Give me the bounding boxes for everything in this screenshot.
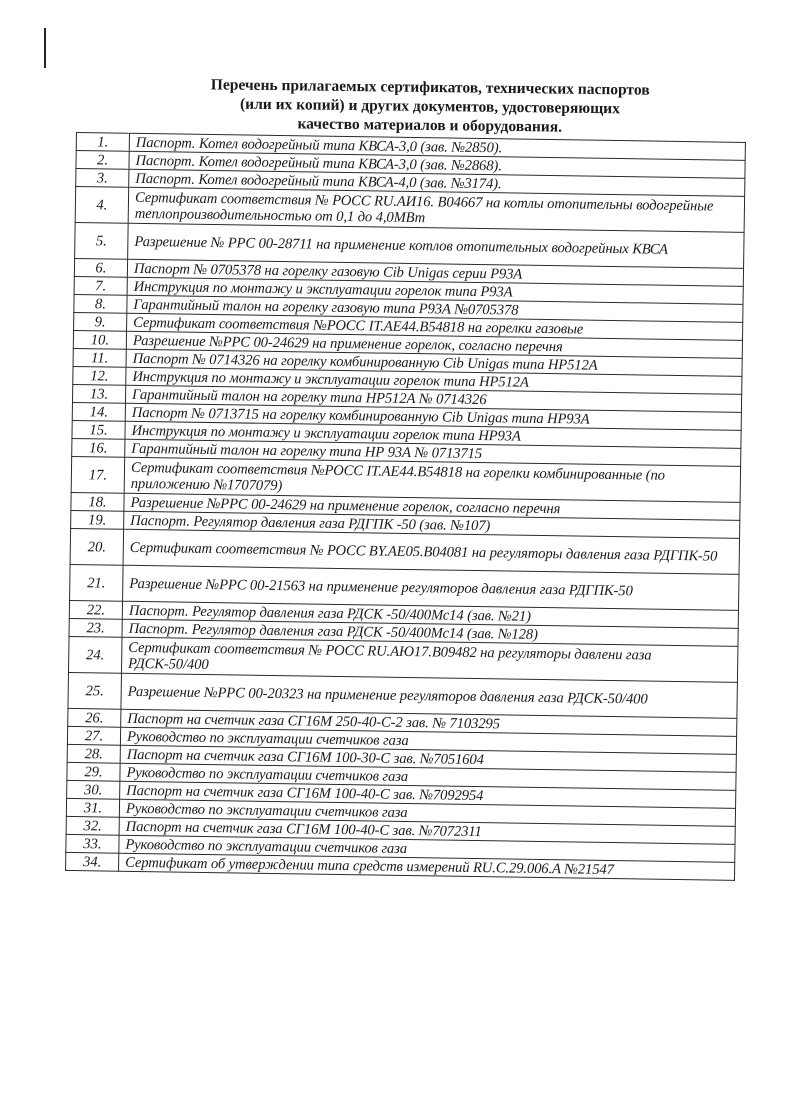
row-document-text: Инструкция по монтажу и эксплуатации горелок типа Р93А xyxy=(127,277,743,304)
row-document-text: Сертификат соответствия №РОСС IT.АЕ44.В54818 на горелки комбинированные (по приложению №1707079) xyxy=(124,457,740,502)
row-document-text: Сертификат об утверждении типа средств измерений RU.C.29.006.A №21547 xyxy=(119,853,735,880)
row-number: 2. xyxy=(76,151,129,170)
row-document-text: Паспорт на счетчик газа СГ16М 100-30-С зав. №7051604 xyxy=(120,745,736,772)
row-number: 4. xyxy=(75,187,129,224)
row-document-text: Паспорт. Регулятор давления газа РДГПК -50 (зав. №107) xyxy=(124,511,740,538)
row-document-text: Паспорт № 0714326 на горелку комбинированную Cib Unigas типа НР512А xyxy=(126,349,742,376)
row-number: 28. xyxy=(67,744,120,763)
row-number: 24. xyxy=(68,636,122,673)
row-document-text: Разрешение № РРС 00-28711 на применение котлов отопительных водогрейных КВСА xyxy=(128,223,744,268)
row-document-text: Руководство по эксплуатации счетчиков газа xyxy=(120,727,736,754)
row-document-text: Гарантийный талон на горелку типа НР512А № 0714326 xyxy=(125,385,741,412)
row-number: 27. xyxy=(67,726,120,745)
row-number: 34. xyxy=(66,852,119,871)
documents-table xyxy=(65,132,746,881)
row-number: 1. xyxy=(76,133,129,152)
row-number: 3. xyxy=(76,169,129,188)
document-title xyxy=(160,75,701,139)
row-document-text: Паспорт на счетчик газа СГ16М 100-40-С зав. №7092954 xyxy=(120,781,736,808)
scan-edge-mark xyxy=(44,28,46,68)
row-number: 8. xyxy=(74,294,127,313)
row-document-text: Разрешение №РРС 00-21563 на применение регуляторов давления газа РДГПК-50 xyxy=(123,565,739,610)
row-number: 9. xyxy=(74,312,127,331)
row-document-text: Руководство по эксплуатации счетчиков газа xyxy=(119,799,735,826)
row-document-text: Разрешение №РРС 00-24629 на применение горелок, согласно перечня xyxy=(126,331,742,358)
row-document-text: Паспорт № 0705378 на горелку газовую Cib Unigas серии Р93А xyxy=(127,259,743,286)
row-number: 7. xyxy=(74,276,127,295)
row-number: 16. xyxy=(72,438,125,457)
row-document-text: Паспорт. Регулятор давления газа РДСК -50/400Мс14 (зав. №128) xyxy=(122,619,738,646)
row-number: 26. xyxy=(68,708,121,727)
row-number: 25. xyxy=(68,672,122,709)
row-number: 21. xyxy=(70,564,124,601)
row-number: 17. xyxy=(71,456,125,493)
row-document-text: Гарантийный талон на горелку газовую типа Р93А №0705378 xyxy=(127,295,743,322)
title-line-2: (или их копий) и других документов, удостоверяющих xyxy=(239,95,621,118)
row-document-text: Руководство по эксплуатации счетчиков газа xyxy=(120,763,736,790)
row-number: 14. xyxy=(72,402,125,421)
row-document-text: Гарантийный талон на горелку типа НР 93А № 0713715 xyxy=(125,439,741,466)
row-number: 10. xyxy=(73,330,126,349)
row-document-text: Паспорт. Котел водогрейный типа КВСА-3,0 (зав. №2850). xyxy=(129,133,745,160)
row-document-text: Руководство по эксплуатации счетчиков газа xyxy=(119,835,735,862)
row-number: 19. xyxy=(71,510,124,529)
row-number: 31. xyxy=(66,798,119,817)
row-document-text: Паспорт. Котел водогрейный типа КВСА-3,0 (зав. №2868). xyxy=(129,151,745,178)
row-number: 5. xyxy=(75,222,129,259)
row-number: 13. xyxy=(72,384,125,403)
row-number: 11. xyxy=(73,348,126,367)
row-number: 15. xyxy=(72,420,125,439)
row-document-text: Инструкция по монтажу и эксплуатации горелок типа НР93А xyxy=(125,421,741,448)
row-number: 20. xyxy=(70,528,124,565)
row-number: 6. xyxy=(74,258,127,277)
row-document-text: Паспорт № 0713715 на горелку комбинированную Cib Unigas типа НР93А xyxy=(125,403,741,430)
row-number: 23. xyxy=(69,618,122,637)
row-document-text: Разрешение №РРС 00-20323 на применение регуляторов давления газа РДСК-50/400 xyxy=(121,673,737,718)
title-line-3: качество материалов и оборудования. xyxy=(297,115,563,136)
row-document-text: Паспорт на счетчик газа СГ16М 250-40-С-2 зав. № 7103295 xyxy=(121,709,737,736)
row-document-text: Сертификат соответствия № РОСС RU.АИ16. В04667 на котлы отопительны водогрейные теплопроизводительностью от 0,1 до 4,0МВт xyxy=(128,187,744,232)
row-document-text: Сертификат соответствия №РОСС IT.АЕ44.В54818 на горелки газовые xyxy=(127,313,743,340)
documents-table-wrapper xyxy=(65,132,746,881)
row-number: 29. xyxy=(67,762,120,781)
row-number: 32. xyxy=(66,816,119,835)
row-number: 22. xyxy=(69,600,122,619)
row-document-text: Сертификат соответствия № РОСС BY.АЕ05.В04081 на регуляторы давления газа РДГПК-50 xyxy=(123,529,739,574)
row-number: 30. xyxy=(67,780,120,799)
row-number: 33. xyxy=(66,834,119,853)
row-document-text: Разрешение №РРС 00-24629 на применение горелок, согласно перечня xyxy=(124,493,740,520)
row-document-text: Сертификат соответствия № РОСС RU.АЮ17.В09482 на регуляторы давлени газа РДСК-50/400 xyxy=(121,637,737,682)
row-document-text: Паспорт. Котел водогрейный типа КВСА-4,0 (зав. №3174). xyxy=(129,169,745,196)
row-document-text: Паспорт на счетчик газа СГ16М 100-40-С зав. №7072311 xyxy=(119,817,735,844)
row-document-text: Паспорт. Регулятор давления газа РДСК -50/400Мс14 (зав. №21) xyxy=(122,601,738,628)
row-number: 12. xyxy=(73,366,126,385)
row-document-text: Инструкция по монтажу и эксплуатации горелок типа НР512А xyxy=(126,367,742,394)
row-number: 18. xyxy=(71,492,124,511)
title-line-1: Перечень прилагаемых сертификатов, технических паспортов xyxy=(210,76,650,99)
